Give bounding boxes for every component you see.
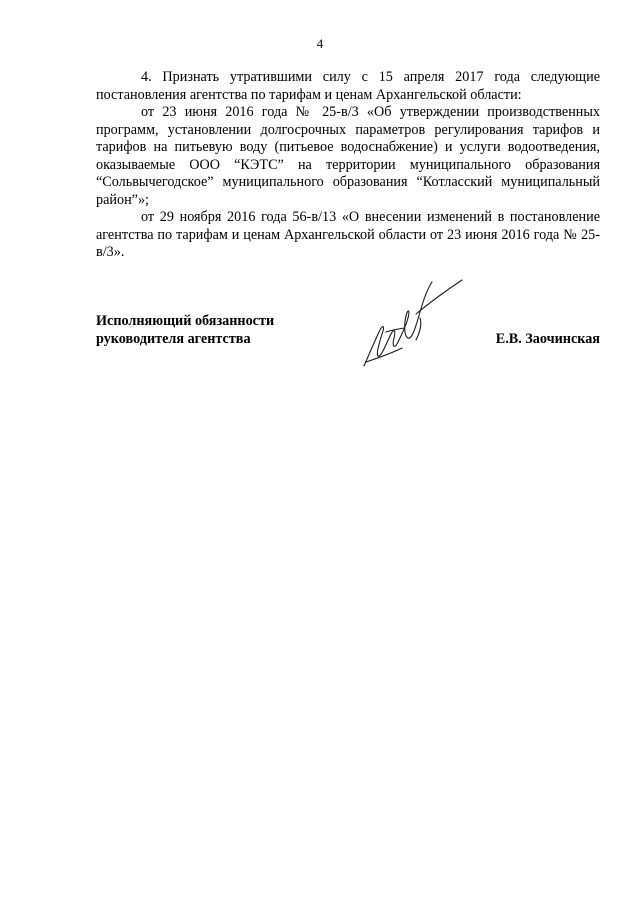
paragraph-resolution-56-v-13: от 29 ноября 2016 года 56-в/13 «О внесении изменений в постановление агентства по тарифам и ценам Архангельской области от 23 июня 2016 года № 25-в/3». xyxy=(96,209,600,260)
signer-position-line-1: Исполняющий обязанности xyxy=(96,313,275,329)
paragraph-item-4: 4. Признать утратившими силу с 15 апреля 2017 года следующие постановления агентства по тарифам и ценам Архангельской области: xyxy=(96,69,600,103)
page-number: 4 xyxy=(316,36,324,51)
document-body xyxy=(96,69,600,262)
signer-position xyxy=(96,312,274,348)
paragraph-resolution-25-v-3: от 23 июня 2016 года № 25-в/3 «Об утверждении производственных программ, установлении долгосрочных параметров регулирования тарифов и тарифов на питьевую воду (питьевое водоснабжение) и услуги водоотведения, оказываемые ООО “КЭТС” на территории муниципального образования “Сольвычегодское” муниципального образования “Котласский муниципальный район”»; xyxy=(96,104,600,208)
signer-name: Е.В. Заочинская xyxy=(495,331,600,347)
signature-block xyxy=(96,312,600,372)
handwritten-signature xyxy=(358,274,468,374)
signer-position-line-2: руководителя агентства xyxy=(96,331,251,347)
